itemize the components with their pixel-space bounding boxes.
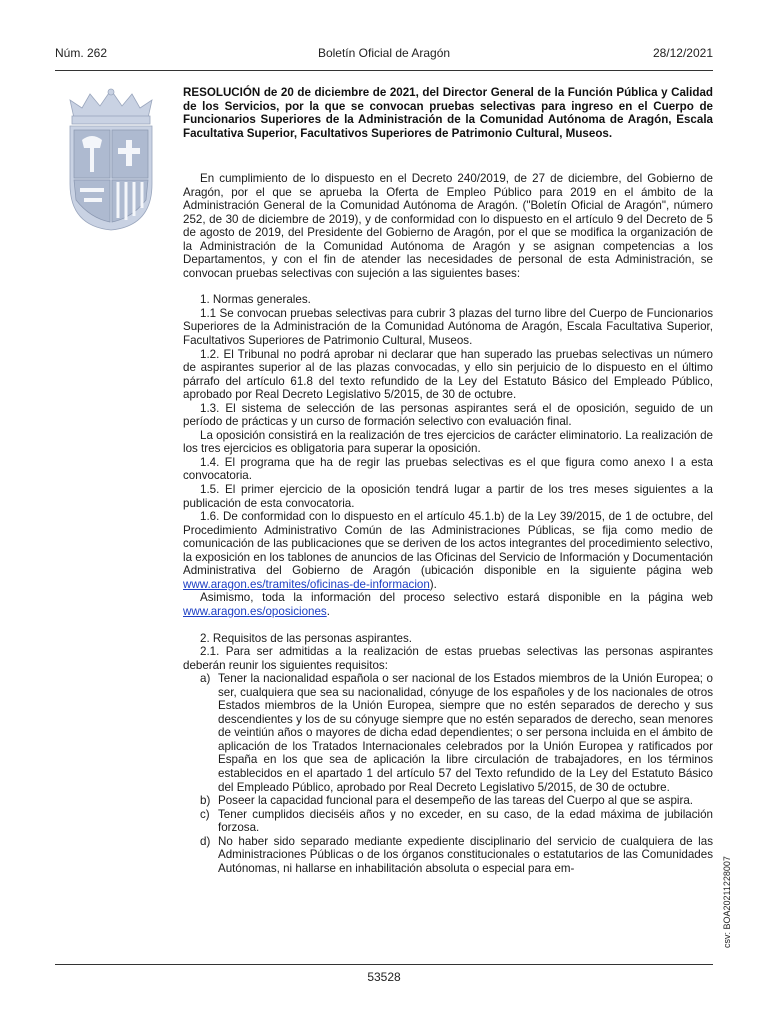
paragraph: 2.1. Para ser admitidas a la realización de estas pruebas selectivas las personas aspirantes deberán reunir los siguientes requisitos: <box>183 645 713 672</box>
publication-name: Boletín Oficial de Aragón <box>317 46 451 60</box>
paragraph: 1.1 Se convocan pruebas selectivas para cubrir 3 plazas del turno libre del Cuerpo de Funcionarios Superiores de la Administración de la Comunidad Autónoma de Aragón, Escala Facultativa Superior, Facultativos Superiores de Patrimonio Cultural, Museos. <box>183 306 713 348</box>
header-divider <box>55 70 713 71</box>
list-item-text: No haber sido separado mediante expediente disciplinario del servicio de cualquiera de las Administraciones Públicas o de los órganos constitucionales o estatutarios de las Comunidades Autónomas, ni hallarse en inhabilitación absoluta o especial para em- <box>218 834 713 875</box>
page-number: 53528 <box>367 970 401 984</box>
list-item <box>200 672 713 794</box>
paragraph: 1.4. El programa que ha de regir las pruebas selectivas es el que figura como anexo I a esta convocatoria. <box>183 455 713 483</box>
document-body <box>183 172 713 875</box>
requirements-list <box>183 672 713 875</box>
paragraph: 1.5. El primer ejercicio de la oposición tendrá lugar a partir de los tres meses siguientes a la publicación de esta convocatoria. <box>183 483 713 510</box>
oficinas-informacion-link[interactable]: www.aragon.es/tramites/oficinas-de-informacion <box>183 577 430 591</box>
list-item-text: Tener cumplidos dieciséis años y no exceder, en su caso, de la edad máxima de jubilación forzosa. <box>218 807 713 835</box>
bulletin-number: Núm. 262 <box>55 46 108 60</box>
section-heading: 2. Requisitos de las personas aspirantes. <box>200 631 413 645</box>
paragraph: 1.3. El sistema de selección de las personas aspirantes será el de oposición, seguido de un período de prácticas y un curso de formación selectivo con evaluación final. <box>183 401 713 429</box>
paragraph-text: Asimismo, toda la información del proceso selectivo estará disponible en la página web <box>200 591 713 605</box>
intro-paragraph: En cumplimiento de lo dispuesto en el Decreto 240/2019, de 27 de diciembre, del Gobierno de Aragón, por el que se aprueba la Oferta de Empleo Público para 2019 en el ámbito de la Administración General de la Comunidad Autónoma de Aragón. ("Boletín Oficial de Aragón", número 252, de 30 de diciembre de 2019), y de conformidad con lo dispuesto en el artículo 9 del Decreto de 5 de agosto de 2019, del Presidente del Gobierno de Aragón, por el que se modifica la organización de la Administración de la Comunidad Autónoma de Aragón y se asignan competencias a los Departamentos, y con el fin de atender las necesidades de personal de esta Administración, se convocan pruebas selectivas con sujeción a las siguientes bases: <box>183 172 713 280</box>
section-heading: 1. Normas generales. <box>200 293 311 307</box>
list-item-label: c) <box>200 807 210 821</box>
list-item-label: a) <box>200 672 211 686</box>
paragraph-text: ). <box>429 577 437 591</box>
list-item-label: d) <box>200 834 211 848</box>
resolution-title: RESOLUCIÓN de 20 de diciembre de 2021, del Director General de la Función Pública y Calidad de los Servicios, por la que se convocan pruebas selectivas para ingreso en el Cuerpo de Funcionarios Superiores de la Administración de la Comunidad Autónoma de Aragón, Escala Facultativa Superior, Facultativos Superiores de Patrimonio Cultural, Museos. <box>183 86 713 140</box>
coat-of-arms-icon <box>60 88 162 232</box>
footer-divider <box>55 964 713 965</box>
paragraph <box>183 510 713 591</box>
list-item-text: Poseer la capacidad funcional para el desempeño de las tareas del Cuerpo al que se aspira. <box>218 794 694 808</box>
list-item-label: b) <box>200 794 211 808</box>
cve-code: csv: BOA20211228007 <box>722 856 732 948</box>
paragraph-text: 1.6. De conformidad con lo dispuesto en el artículo 45.1.b) de la Ley 39/2015, de 1 de octubre, del Procedimiento Administrativo Común de las Administraciones Públicas, se fija como medio de comunicación de las publicaciones que se deriven de los actos integrantes del procedimiento selectivo, la exposición en los tablones de anuncios de las Oficinas del Servicio de Información y Documentación Administrativa del Gobierno de Aragón (ubicación disponible en la siguiente página web <box>183 510 713 578</box>
paragraph: 1.2. El Tribunal no podrá aprobar ni declarar que han superado las pruebas selectivas un número de aspirantes superior al de las plazas convocadas, y ello sin perjuicio de lo dispuesto en el último párrafo del artículo 61.8 del texto refundido de la Ley del Estatuto Básico del Empleado Público, aprobado por Real Decreto Legislativo 5/2015, de 30 de octubre. <box>183 347 713 402</box>
list-item-text: Tener la nacionalidad española o ser nacional de los Estados miembros de la Unión Europea; o ser, cualquiera que sea su nacionalidad, cónyuge de los españoles y de los nacionales de otros Estados miembros de la Unión Europea, siempre que no estén separados de derecho y sus descendientes y los de su cónyuge siempre que no estén separados de derecho, sean menores de veintiún años o mayores de dicha edad dependientes; o ser persona incluida en el ámbito de aplicación de los Tratados Internacionales celebrados por la Unión Europea y ratificados por España en los que sea de aplicación la libre circulación de trabajadores, en los términos establecidos en el apartado 1 del artículo 57 del Texto refundido de la Ley del Estatuto Básico del Empleado Público, aprobado por Real Decreto Legislativo 5/2015, de 30 de octubre. <box>218 672 713 794</box>
paragraph <box>183 591 713 618</box>
page-header <box>55 46 713 66</box>
paragraph: La oposición consistirá en la realización de tres ejercicios de carácter eliminatorio. La realización de los tres ejercicios es obligatoria para superar la oposición. <box>183 428 713 456</box>
list-item <box>200 808 713 835</box>
publication-date: 28/12/2021 <box>652 46 713 60</box>
oposiciones-link[interactable]: www.aragon.es/oposiciones <box>183 604 327 618</box>
list-item <box>200 835 713 876</box>
paragraph-text: . <box>326 604 330 618</box>
list-item <box>200 794 713 808</box>
